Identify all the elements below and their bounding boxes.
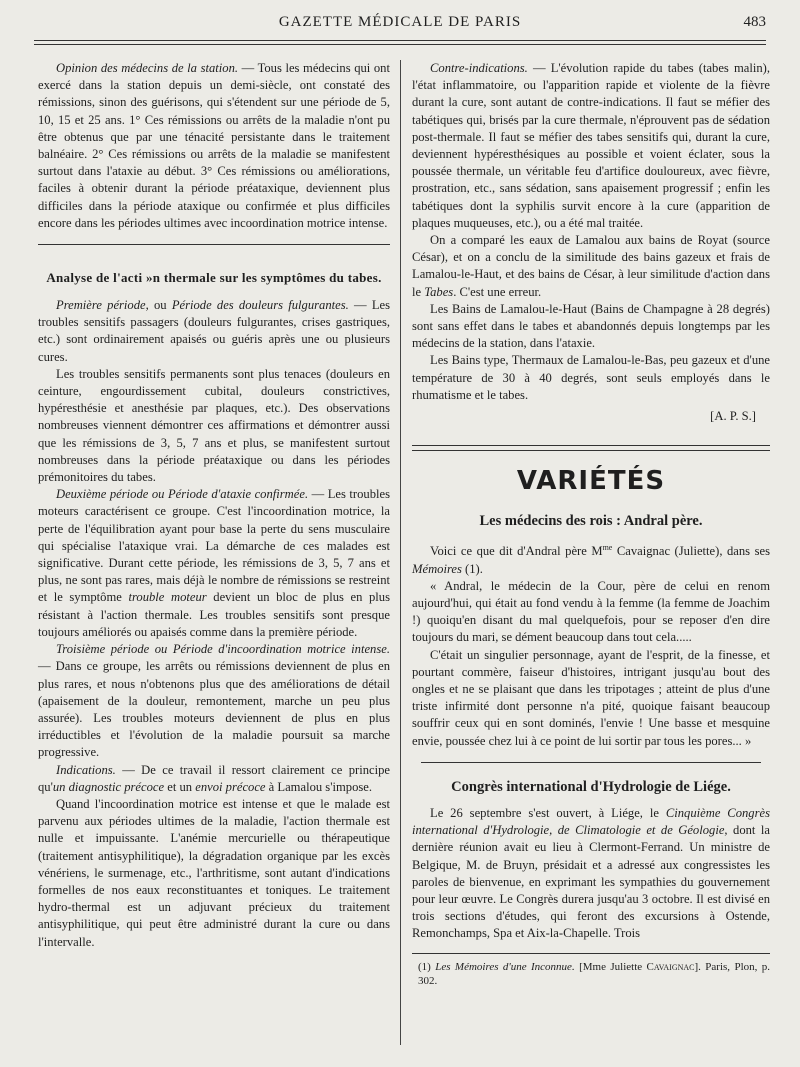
section-double-rule <box>412 445 770 451</box>
footnote-smallcaps: Cavaignac <box>646 960 695 973</box>
second-period-italic: trouble moteur <box>128 590 207 605</box>
indications-text-b: et un <box>164 779 196 794</box>
first-period-or: ou <box>148 298 172 313</box>
royat-text-a: On a comparé les eaux de Lamalou aux bains de Royat (source César), et on a conclu de la similitude des bains gazeux et frais de Lamalou-le-Haut, et des bains de César, à leur similitude d'action dans le <box>412 233 770 299</box>
varietes-heading: VARIÉTÉS <box>516 466 666 497</box>
andral-heading: Les médecins des rois : Andral père. <box>479 513 703 530</box>
paragraph-quand: Quand l'incoordination motrice est intense et que le malade est parvenu aux périodes ultimes de la maladie, l'action thermale est nulle et impuissante. L'anémie mercurielle ou thérapeutique (traitement antisyphilitique), la dégradation organique par les excès vénériens, le surmenage, etc., l'arthritisme, sont autant d'indications formelles de nos eaux reconstituantes et toniques. Le traitement hydro-thermal est un adjuvant précieux du traitement antisyphilitique, qui peut être administré durant la cure ou dans l'intervalle. <box>38 796 390 949</box>
first-period-title-2: Période des douleurs fulgurantes. <box>171 298 349 313</box>
paragraph-permanent-troubles: Les troubles sensitifs permanents sont plus tenaces (douleurs en ceinture, engourdissement cubital, douleurs constrictives, hypéresthésie et anesthésie par plaques, etc.). Des observations nombreuses viennent démontrer ces affirmations et démontrer aussi que les rémissions de 3, 5, 7 ans et plus, se manifestent surtout nombreuses dans la période préataxique ou dans les périodes prémonitoires du tabes. <box>38 366 390 485</box>
third-period-title: Troisième période ou Période d'incoordination motrice intense. <box>56 642 390 657</box>
first-period-title: Première période, <box>56 298 149 313</box>
footnote-text-b: ]. Paris, Plon, p. 302. <box>418 960 771 987</box>
paragraph-bains-haut: Les Bains de Lamalou-le-Haut (Bains de Champagne à 28 degrés) sont sans effet dans le tabes et abandonnés depuis longtemps par les médecins de la station, dans l'ataxie. <box>412 301 770 351</box>
opinion-text: — Tous les médecins qui ont exercé dans la station depuis un demi-siècle, ont constaté des rémissions, sinon des guérisons, qui s'étendent sur une période de 5, 10, 15 et 25 ans. 1° Ces rémissions ou arrêts de la maladie n'ont pu être obtenus que par une ténacité persistante dans le traitement balnéaire. 2° Ces rémissions ou arrêts de la maladie se manifestent surtout dans l'ataxie au début. 3° Ces rémissions ou améliorations, faciles à obtenir durant la période préataxique, deviennent plus difficiles dans la période ataxique ou confirmée et plus difficiles encore dans les périodes ultimes avec incoordination motrice intense. <box>38 61 390 230</box>
paragraph-andral-intro <box>412 539 770 578</box>
congres-heading: Congrès international d'Hydrologie de Liége. <box>451 778 731 795</box>
page-header <box>34 14 766 38</box>
section-separator <box>38 244 390 245</box>
footnote-number: (1) <box>418 960 436 973</box>
andral-intro-a: Voici ce que dit d'Andral père M <box>430 544 603 559</box>
paragraph-second-period <box>38 486 390 641</box>
second-period-text-b: devient un bloc de plus en plus résistant à l'action thermale. Les troubles sensitifs sont presque toujours améliorés ou apaisés comme dans la première période. <box>38 590 390 639</box>
footnote-text-a: [Mme Juliette <box>574 960 647 973</box>
royat-text-b: . C'est une erreur. <box>453 284 542 299</box>
analysis-heading: Analyse de l'acti »n thermale sur les symptômes du tabes. <box>46 270 382 286</box>
paragraph-opinion <box>38 60 390 232</box>
indications-text-c: à Lamalou s'impose. <box>265 779 373 794</box>
paragraph-andral-quote-2: C'était un singulier personnage, ayant de l'esprit, de la finesse, et pourtant commère, faiseur d'histoires, intrigant jusqu'au bout des ongles et ne se plaisant que dans les tripotages ; atteint de plus d'une triste infirmité dont personne n'a pité, quoique faisant beaucoup souffrir ceux qui en sont dominés, l'envie ! Une basse et mesquine envie, poussée chez lui à ce point de lui sortir par tous les pores... » <box>412 647 770 748</box>
column-divider <box>400 60 401 1045</box>
journal-title: GAZETTE MÉDICALE DE PARIS <box>278 14 522 30</box>
page-number: 483 <box>743 14 766 30</box>
right-column <box>412 60 770 988</box>
signature: [A. P. S.] <box>710 409 756 424</box>
paragraph-royat <box>412 232 770 301</box>
opinion-title: Opinion des médecins de la station. <box>56 61 239 75</box>
andral-intro-b: Cavaignac (Juliette), dans ses <box>612 544 770 559</box>
congres-text-b: , dont la dernière réunion avait eu lieu à Clermont-Ferrand. Un ministre de Belgique, M. de Bruyn, présidait et a adressé aux congressistes les paroles de bienvenue, en exprimant les sympathies du gouvernement pour leur œuvre. Le Congrès durera jusqu'au 3 octobre. Il est divisé en trois sections d'études, qui feront des excursions à Ostende, Remonchamps, Spa et Aix-la-Chapelle. Trois <box>412 823 770 941</box>
andral-intro-sup: me <box>602 543 613 553</box>
royat-italic: Tabes <box>424 284 454 299</box>
second-period-title: Deuxième période ou Période d'ataxie confirmée. <box>56 487 309 502</box>
paragraph-first-period <box>38 297 390 366</box>
indications-italic-2: envoi précoce <box>195 779 266 794</box>
paragraph-indications <box>38 762 390 796</box>
congres-italic: Cinquième Congrès international d'Hydrologie, de Climatologie et de Géologie <box>412 805 770 838</box>
first-period-text: — Les troubles sensitifs passagers (douleurs fulgurantes, crises gastriques, etc.) sont ordinairement apaisés ou guéris après une ou plusieurs cures. <box>38 298 390 364</box>
footnote <box>412 960 770 988</box>
andral-intro-c: (1). <box>461 561 483 576</box>
third-period-text: — Dans ce groupe, les arrêts ou rémissions deviennent de plus en plus rares, et nous n'obtenons plus que des améliorations de détail (apaisement de la douleur, remontement, marche un peu plus assurée). Les troubles moteurs deviennent de plus en plus irréductibles et l'évolution de la maladie poursuit sa marche progressive. <box>38 659 390 760</box>
header-rule <box>34 40 766 45</box>
short-rule <box>421 762 761 763</box>
congres-text-a: Le 26 septembre s'est ouvert, à Liége, le <box>430 805 666 820</box>
indications-italic-1: un diagnostic précoce <box>52 779 165 794</box>
indications-title: Indications. <box>56 762 116 777</box>
paragraph-andral-quote-1: « Andral, le médecin de la Cour, père de celui en renom aujourd'hui, qui était au fond vendu à la femme (la femme de Joachim !) quoiqu'en disant du mal quelquefois, pour se reposer d'en dire toujours du mari, se dément beaucoup dans tout cela..... <box>412 578 770 645</box>
contra-text: — L'évolution rapide du tabes (tabes malin), l'état inflammatoire, ou l'apparition rapide et violente de la fièvre durant la cure, sont autant de contre-indications. Il faut se méfier des tabétiques qui, brisés par la cure thermale, n'éprouvent pas de sédation post-thermale. Il faut se méfier des tabes sensitifs qui, durant la cure, deviennent hypéresthésiques au possible et voient éclater, sous la poussée thermale, un véritable feu d'artifice douloureux, avec fièvre, prostration, etc., sans sédation, sans apaisement progressif ; enfin les tabétiques dont la syphilis survit encore à la cure (apparition de plaques muqueuses, etc.), ou a été mal traitée. <box>412 61 770 230</box>
paragraph-bains-type: Les Bains type, Thermaux de Lamalou-le-Bas, peu gazeux et d'une température de 30 à 40 degrés, sont seuls employés dans le rhumatisme et le tabes. <box>412 353 770 402</box>
contra-title: Contre-indications. <box>430 61 528 75</box>
paragraph-third-period <box>38 641 390 761</box>
second-period-text-a: — Les troubles moteurs caractérisent ce groupe. C'est l'incoordination motrice, la perte de l'équilibration ayant pour base la perte du sens musculaire qui spécialise l'ataxique vrai. La démarche de ces malades est significative. Durant cette période, les rémissions de 3, 5, 7 ans et plus, ne sont pas rares, mais déjà le nombre de rémissions se restreint et le symptôme <box>38 487 390 605</box>
paragraph-contra-indications <box>412 60 770 232</box>
indications-text-a: — De ce travail il ressort clairement ce principe qu' <box>38 762 390 794</box>
footnote-rule <box>412 953 770 954</box>
left-column <box>38 60 390 951</box>
footnote-italic: Les Mémoires d'une Inconnue. <box>435 960 575 973</box>
andral-intro-italic: Mémoires <box>412 561 462 576</box>
paragraph-congres <box>412 805 770 943</box>
